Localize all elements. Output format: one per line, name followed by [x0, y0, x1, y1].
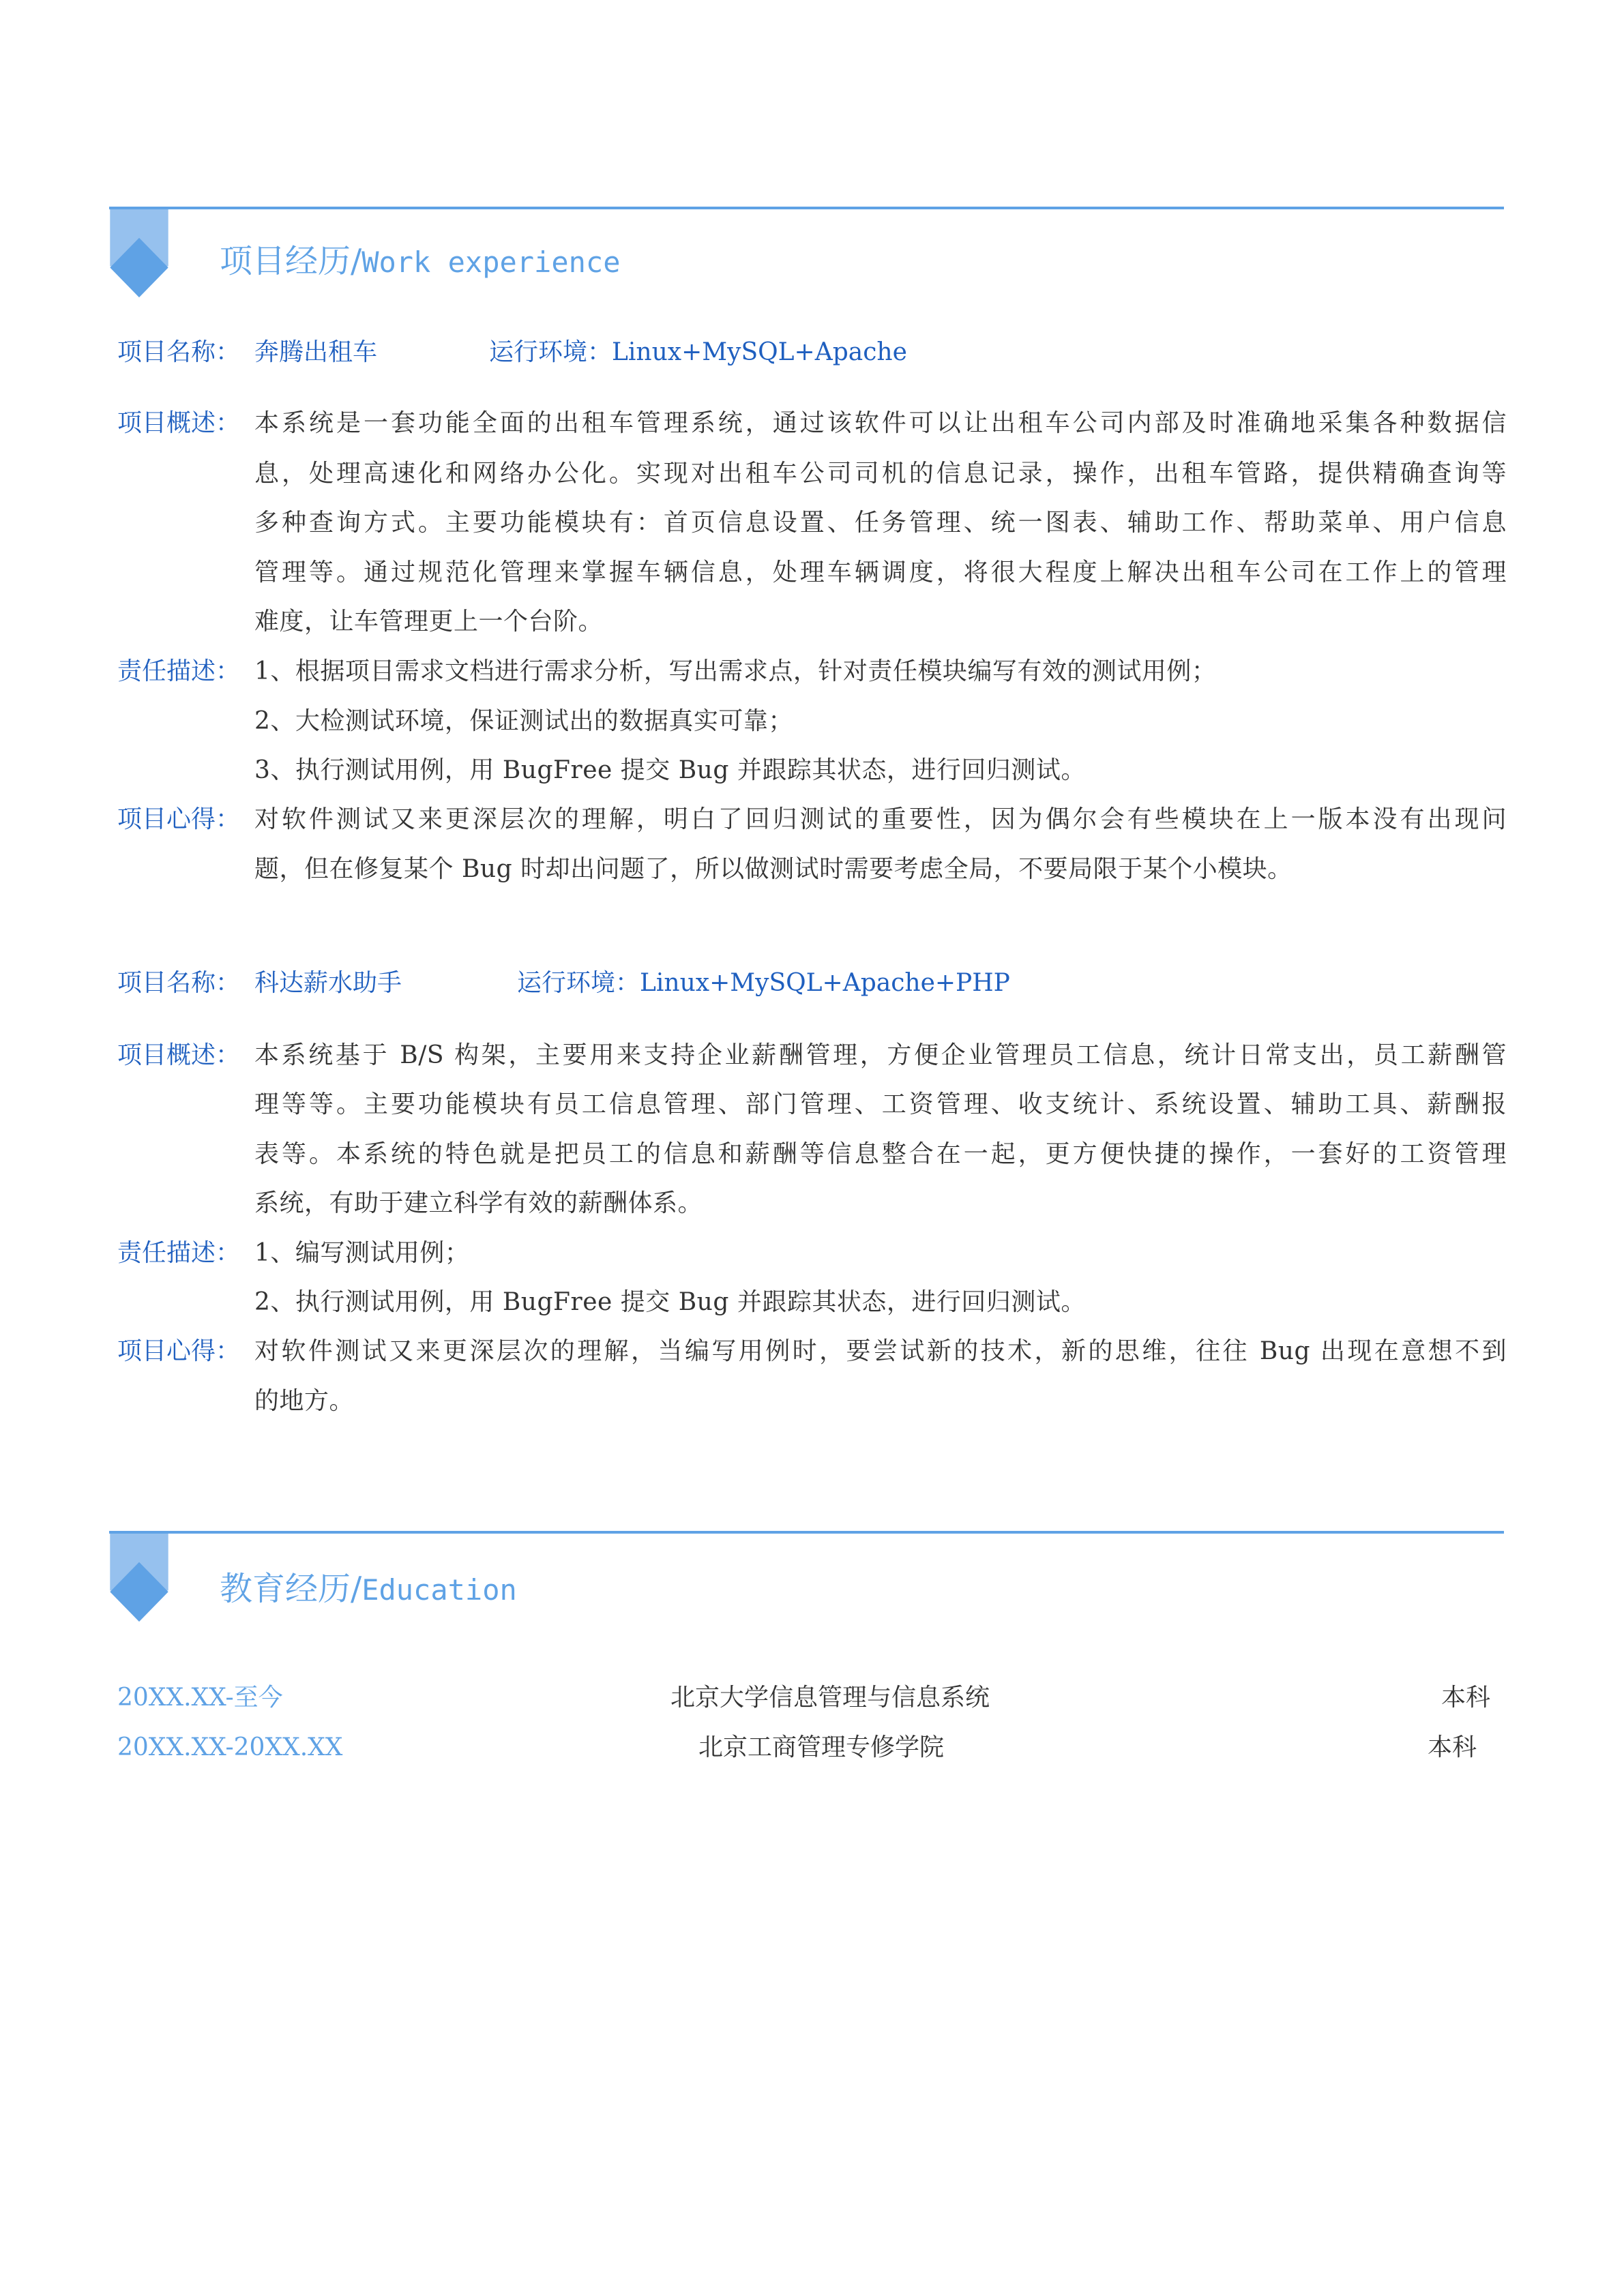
education-header — [109, 1531, 1504, 1626]
insight-line: 对软件测试又来更深层次的理解，当编写用例时，要尝试新的技术，新的思维，往往 Bug 出现在意想不到 — [254, 1337, 1507, 1365]
overview-line: 难度，让车管理更上一个台阶。 — [254, 608, 604, 636]
education-school: 北京大学信息管理与信息系统 — [670, 1684, 990, 1712]
section-divider — [109, 207, 1504, 209]
ribbon-diamond-icon — [109, 209, 169, 299]
section-divider — [109, 1531, 1504, 1534]
education-date: 20XX.XX-20XX.XX — [117, 1733, 343, 1761]
overview-line: 系统，有助于建立科学有效的薪酬体系。 — [254, 1189, 703, 1217]
section-title — [220, 1568, 517, 1611]
education-school: 北京工商管理专修学院 — [698, 1733, 945, 1761]
education-row — [117, 1727, 1509, 1768]
project-name-label: 项目名称： — [117, 338, 241, 366]
runtime-env-value: Linux+MySQL+Apache+PHP — [640, 969, 1010, 997]
overview-line: 表等。本系统的特色就是把员工的信息和薪酬等信息整合在一起，更方便快捷的操作，一套好的工资管理 — [254, 1140, 1507, 1168]
duty-label: 责任描述： — [117, 657, 241, 685]
overview-line: 本系统是一套功能全面的出租车管理系统，通过该软件可以让出租车公司内部及时准确地采集各种数据信 — [254, 409, 1507, 437]
insight-label: 项目心得： — [117, 1337, 241, 1365]
overview-line: 多种查询方式。主要功能模块有：首页信息设置、任务管理、统一图表、辅助工作、帮助菜单、用户信息 — [254, 509, 1507, 537]
overview-line: 本系统基于 B/S 构架，主要用来支持企业薪酬管理，方便企业管理员工信息，统计日常支出，员工薪酬管 — [254, 1041, 1507, 1069]
duty-line: 1、根据项目需求文档进行需求分析，写出需求点，针对责任模块编写有效的测试用例； — [254, 657, 1217, 685]
insight-label: 项目心得： — [117, 805, 241, 833]
overview-label: 项目概述： — [117, 409, 241, 437]
section-title-cn: 项目经历/ — [220, 242, 362, 280]
section-title-en: Education — [361, 1573, 517, 1607]
runtime-env-label: 运行环境： — [489, 338, 612, 366]
runtime-env — [517, 959, 1010, 1008]
duty-line: 2、大检测试环境，保证测试出的数据真实可靠； — [254, 707, 793, 735]
section-title — [220, 241, 620, 283]
duty-line: 1、编写测试用例； — [254, 1239, 470, 1267]
insight-line: 对软件测试又来更深层次的理解，明白了回归测试的重要性，因为偶尔会有些模块在上一版本没有出现问 — [254, 805, 1507, 833]
runtime-env-label: 运行环境： — [517, 969, 640, 997]
runtime-env — [489, 328, 907, 377]
duty-line: 2、执行测试用例，用 BugFree 提交 Bug 并跟踪其状态，进行回归测试。 — [254, 1288, 1086, 1316]
overview-line: 理等等。主要功能模块有员工信息管理、部门管理、工资管理、收支统计、系统设置、辅助工具、薪酬报 — [254, 1090, 1507, 1118]
overview-label: 项目概述： — [117, 1041, 241, 1069]
overview-line: 息，处理高速化和网络办公化。实现对出租车公司司机的信息记录，操作，出租车管路，提供精确查询等 — [254, 460, 1507, 488]
project-name-label: 项目名称： — [117, 969, 241, 997]
project-name-value: 奔腾出租车 — [254, 338, 378, 366]
insight-line: 题，但在修复某个 Bug 时却出问题了，所以做测试时需要考虑全局，不要局限于某个小模块。 — [254, 855, 1293, 883]
insight-line: 的地方。 — [254, 1387, 355, 1415]
education-degree: 本科 — [1441, 1684, 1491, 1712]
duty-label: 责任描述： — [117, 1239, 241, 1267]
project-name-value: 科达薪水助手 — [254, 969, 402, 997]
overview-line: 管理等。通过规范化管理来掌握车辆信息，处理车辆调度，将很大程度上解决出租车公司在工作上的管理 — [254, 558, 1507, 586]
runtime-env-value: Linux+MySQL+Apache — [612, 338, 907, 366]
education-row — [117, 1678, 1509, 1718]
education-degree: 本科 — [1428, 1733, 1477, 1761]
ribbon-diamond-icon — [109, 1534, 169, 1624]
section-title-cn: 教育经历/ — [220, 1570, 362, 1608]
education-date: 20XX.XX-至今 — [117, 1684, 283, 1712]
duty-line: 3、执行测试用例，用 BugFree 提交 Bug 并跟踪其状态，进行回归测试。 — [254, 756, 1086, 784]
section-title-en: Work experience — [361, 245, 621, 279]
work-experience-header — [109, 207, 1504, 302]
